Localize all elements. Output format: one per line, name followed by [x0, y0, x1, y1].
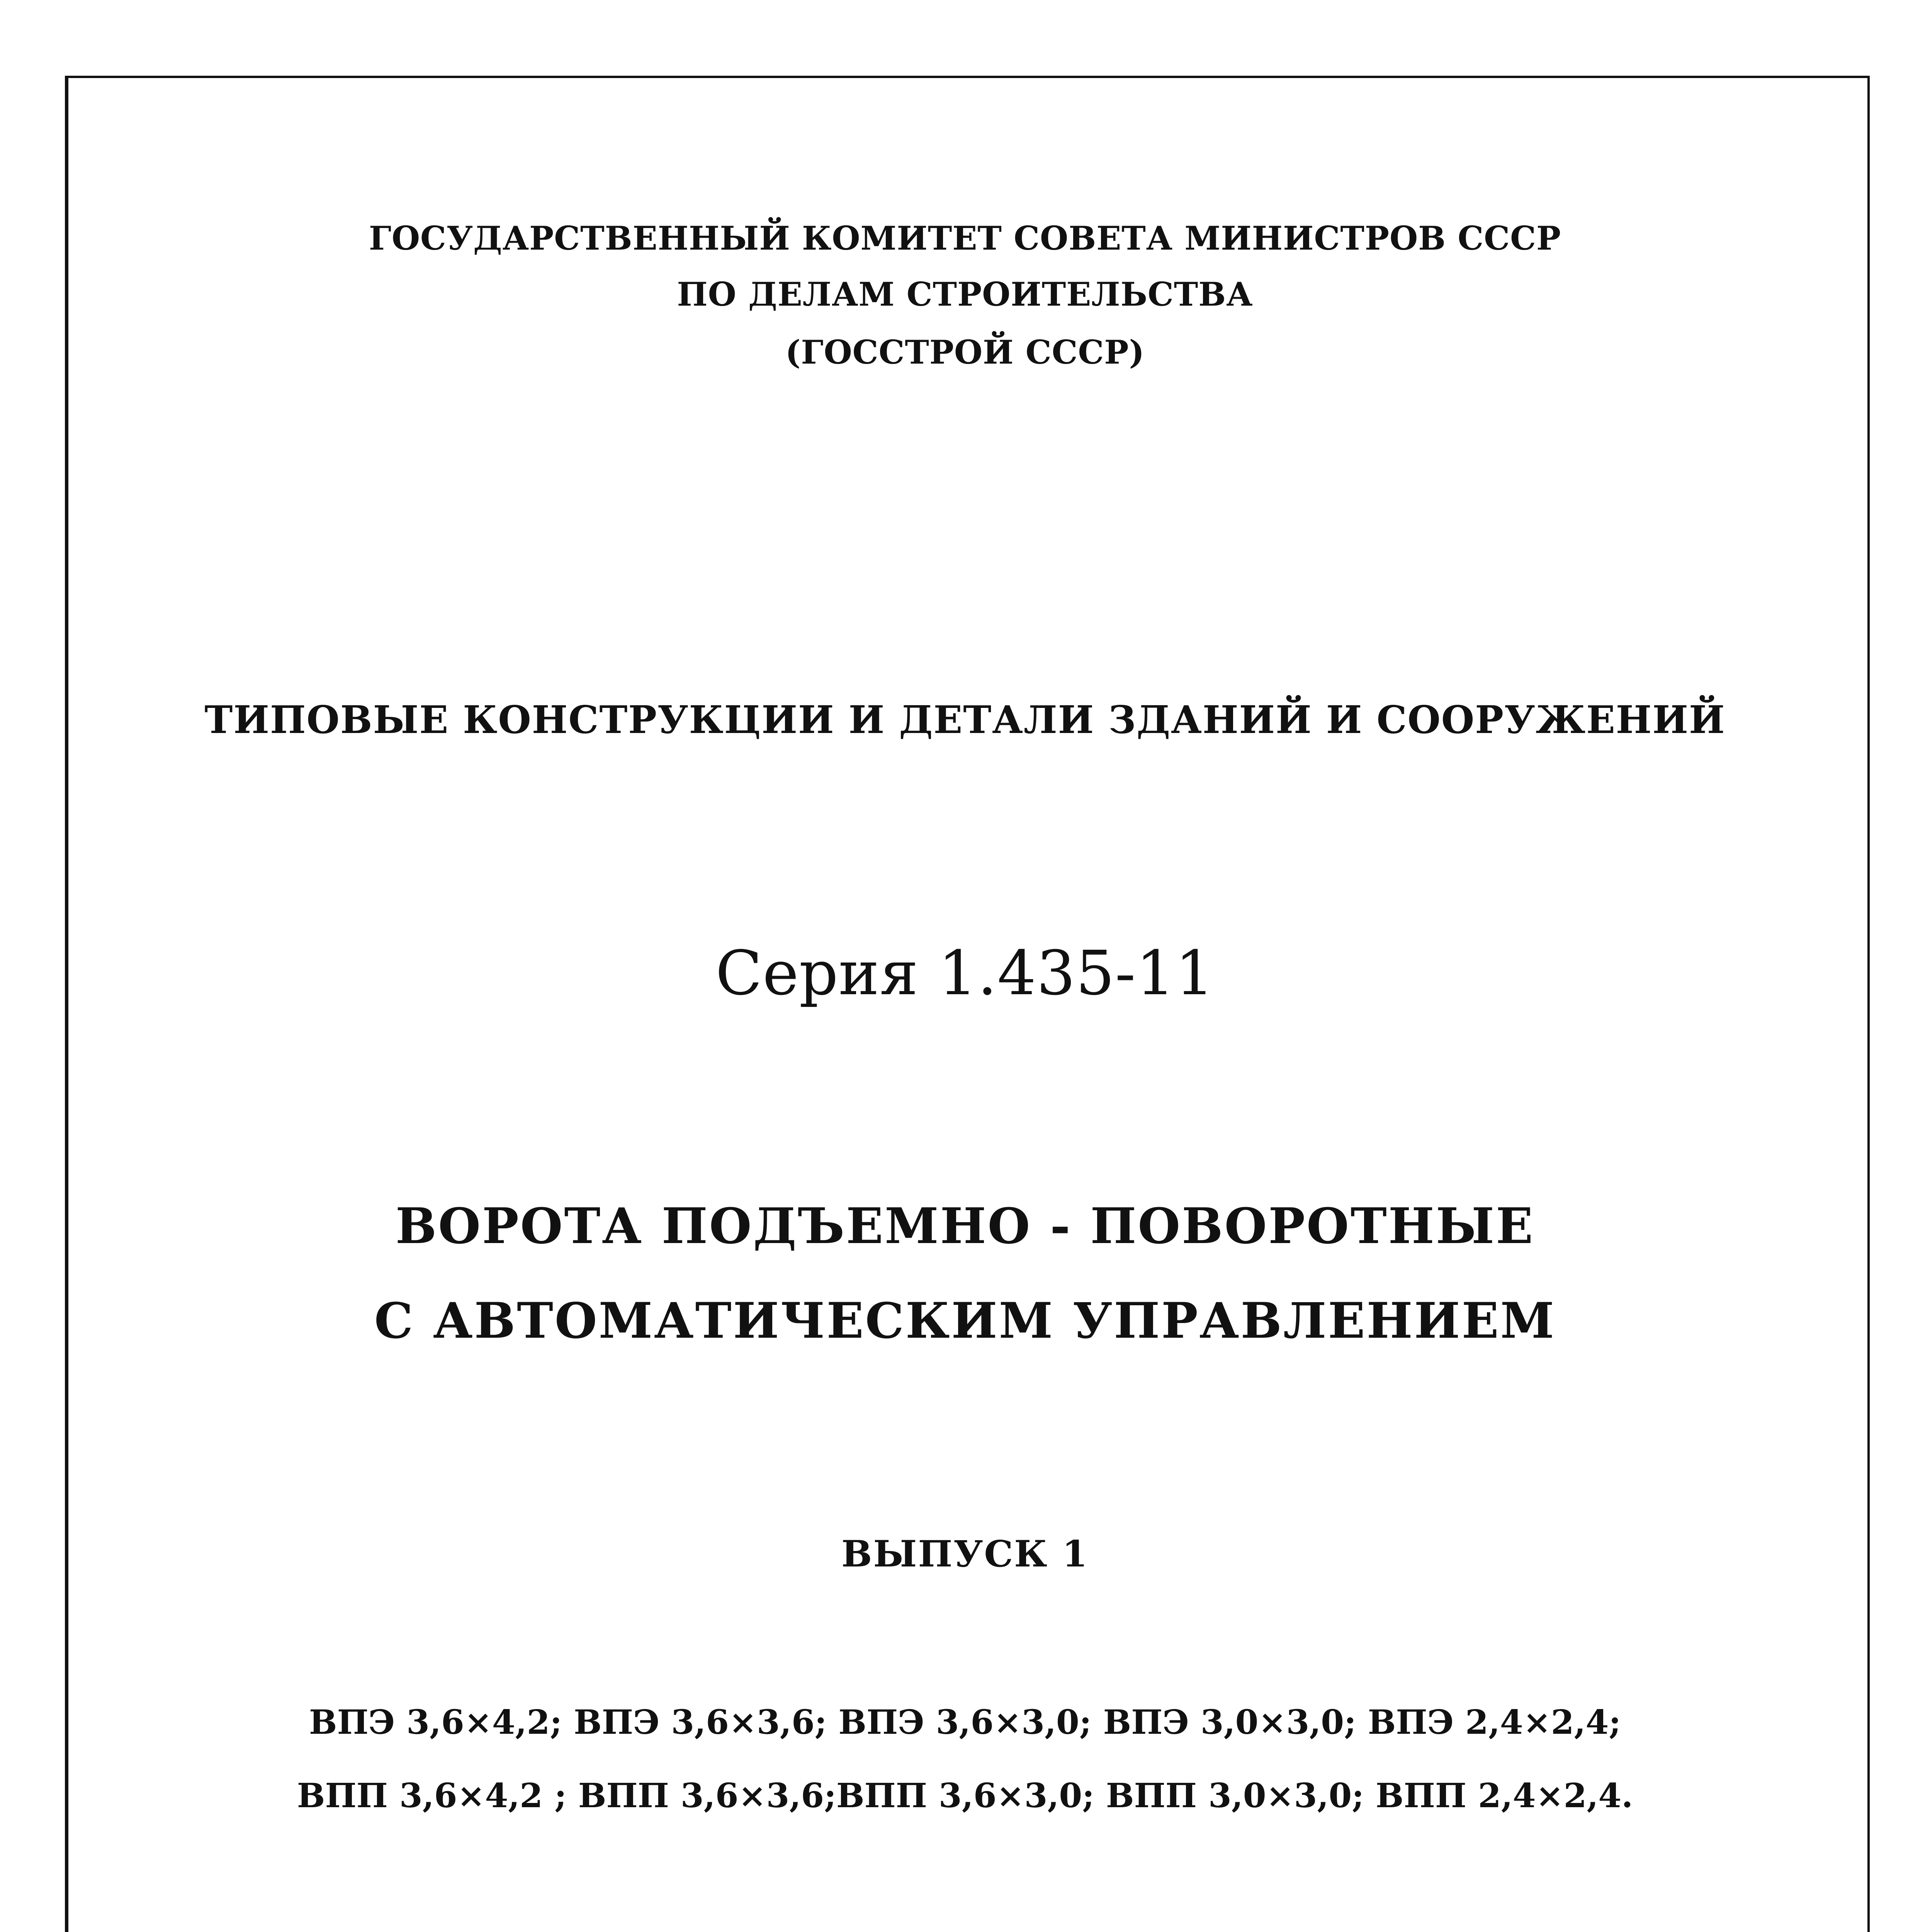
header-gosstroy: (ГОССТРОЙ СССР): [785, 333, 1145, 371]
header-department: ПО ДЕЛАМ СТРОИТЕЛЬСТВА: [677, 275, 1253, 313]
product-title-line2: С АВТОМАТИЧЕСКИМ УПРАВЛЕНИЕМ: [374, 1292, 1556, 1349]
issue-number: ВЫПУСК 1: [841, 1533, 1089, 1575]
models-vpp: ВПП 3,6×4,2 ; ВПП 3,6×3,6;ВПП 3,6×3,0; ВПП 3,0×3,0; ВПП 2,4×2,4.: [297, 1776, 1633, 1815]
product-title-line1: ВОРОТА ПОДЪЕМНО - ПОВОРОТНЫЕ: [395, 1197, 1535, 1255]
models-vpe: ВПЭ 3,6×4,2; ВПЭ 3,6×3,6; ВПЭ 3,6×3,0; ВПЭ 3,0×3,0; ВПЭ 2,4×2,4;: [309, 1703, 1621, 1742]
series-number: Серия 1.435-11: [715, 938, 1215, 1009]
series-title: ТИПОВЫЕ КОНСТРУКЦИИ И ДЕТАЛИ ЗДАНИЙ И СООРУЖЕНИЙ: [204, 698, 1726, 742]
header-committee: ГОСУДАРСТВЕННЫЙ КОМИТЕТ СОВЕТА МИНИСТРОВ СССР: [369, 219, 1561, 257]
